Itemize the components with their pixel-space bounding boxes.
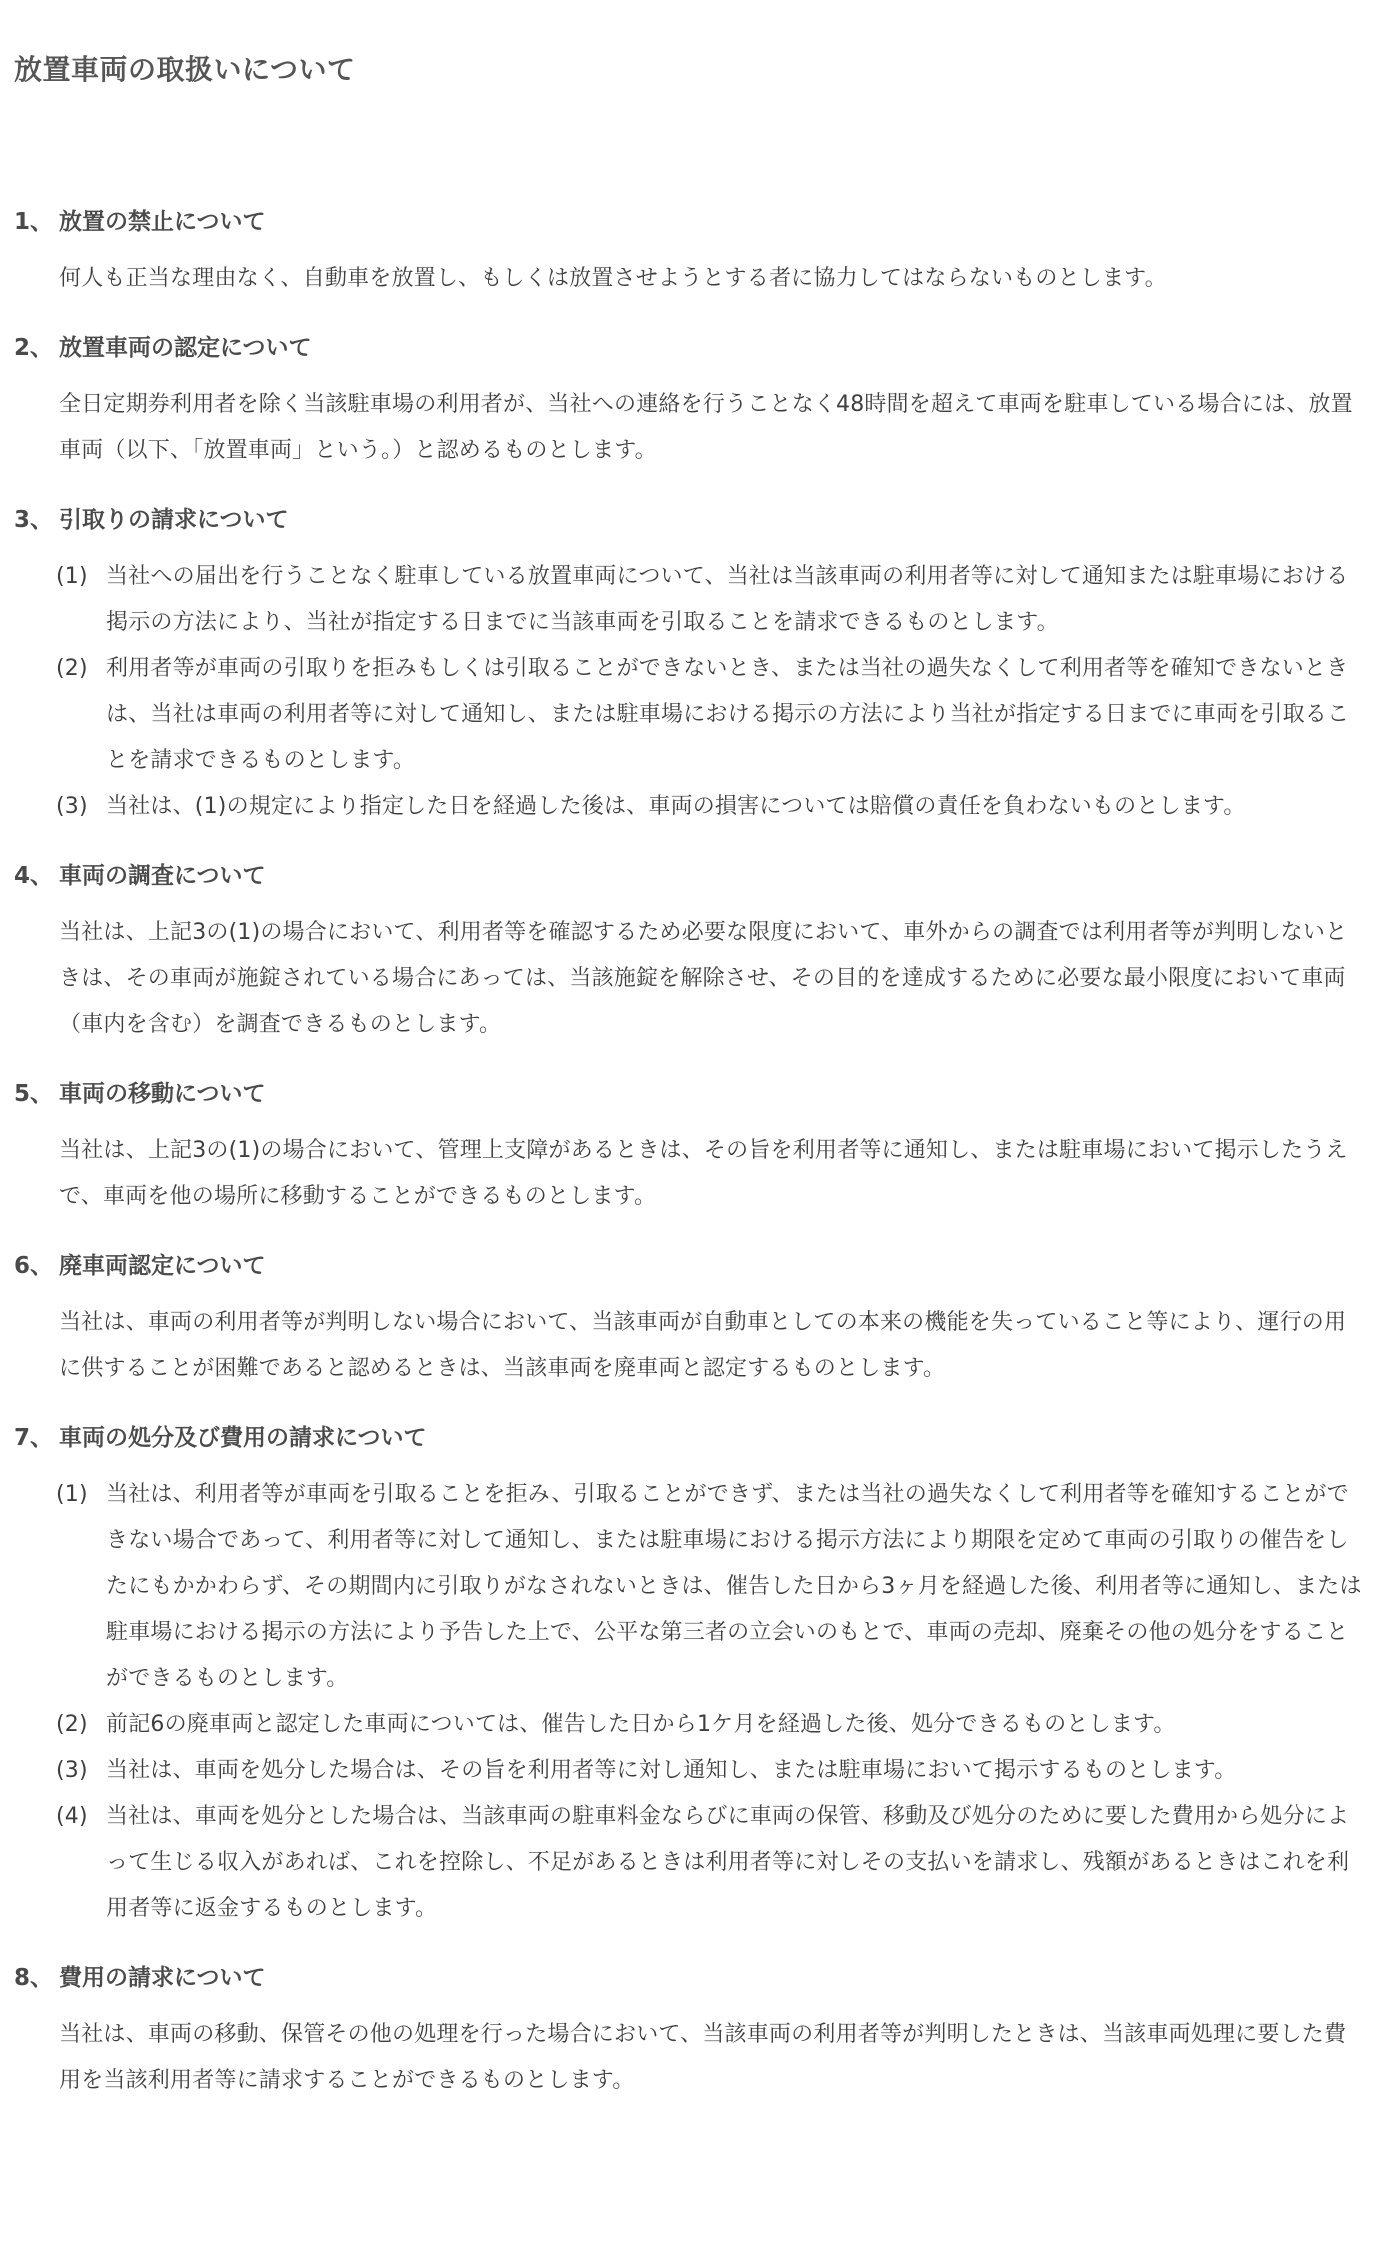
item-text: 当社への届出を行うことなく駐車している放置車両について、当社は当該車両の利用者等に対して通知または駐車場における掲示の方法により、当社が指定する日までに当該車両を引取ることを請求できるものとします。 xyxy=(106,564,1349,635)
section-heading xyxy=(14,1074,1368,1114)
section-item-list xyxy=(14,1472,1368,1932)
list-item xyxy=(56,1794,1362,1932)
section-number: 5、 xyxy=(14,1081,54,1107)
item-text: 当社は、車両を処分した場合は、その旨を利用者等に対し通知し、または駐車場において掲示するものとします。 xyxy=(106,1758,1237,1783)
section-heading xyxy=(14,1418,1368,1458)
section-title: 放置車両の認定について xyxy=(59,335,312,361)
item-number: (3) xyxy=(56,1758,88,1783)
section-heading xyxy=(14,328,1368,368)
section-number: 7、 xyxy=(14,1425,54,1451)
section-number: 6、 xyxy=(14,1253,54,1279)
list-item xyxy=(56,1702,1362,1748)
list-item xyxy=(56,554,1362,646)
item-number: (2) xyxy=(56,656,88,681)
section-number: 2、 xyxy=(14,335,54,361)
list-item xyxy=(56,784,1362,830)
section-title: 放置の禁止について xyxy=(59,209,266,235)
section-title: 引取りの請求について xyxy=(59,507,289,533)
item-number: (3) xyxy=(56,794,88,819)
section-4 xyxy=(14,856,1368,1048)
page-title: 放置車両の取扱いについて xyxy=(14,53,356,86)
section-8 xyxy=(14,1958,1368,2104)
section-heading xyxy=(14,202,1368,242)
list-item xyxy=(56,1748,1362,1794)
section-body: 当社は、車両の利用者等が判明しない場合において、当該車両が自動車としての本来の機能を失っていること等により、運行の用に供することが困難であると認めるときは、当該車両を廃車両と認定するものとします。 xyxy=(59,1310,1347,1381)
section-7 xyxy=(14,1418,1368,1932)
item-text: 当社は、(1)の規定により指定した日を経過した後は、車両の損害については賠償の責任を負わないものとします。 xyxy=(106,794,1246,819)
section-heading xyxy=(14,500,1368,540)
item-number: (1) xyxy=(56,564,88,589)
section-title: 車両の調査について xyxy=(59,863,266,889)
section-heading xyxy=(14,1958,1368,1998)
item-text: 当社は、車両を処分とした場合は、当該車両の駐車料金ならびに車両の保管、移動及び処分のために要した費用から処分によって生じる収入があれば、これを控除し、不足があるときは利用者等に対しその支払いを請求し、残額があるときはこれを利用者等に返金するものとします。 xyxy=(106,1804,1350,1921)
sections-container xyxy=(14,202,1368,2104)
section-number: 1、 xyxy=(14,209,54,235)
section-number: 8、 xyxy=(14,1965,54,1991)
section-body: 当社は、上記3の(1)の場合において、管理上支障があるときは、その旨を利用者等に通知し、または駐車場において掲示したうえで、車両を他の場所に移動することができるものとします。 xyxy=(59,1138,1348,1209)
section-title: 車両の処分及び費用の請求について xyxy=(59,1425,427,1451)
section-title: 費用の請求について xyxy=(59,1965,266,1991)
section-body: 当社は、上記3の(1)の場合において、利用者等を確認するため必要な限度において、車外からの調査では利用者等が判明しないときは、その車両が施錠されている場合にあっては、当該施錠を解除させ、その目的を達成するために必要な最小限度において車両（車内を含む）を調査できるものとします。 xyxy=(59,920,1348,1037)
list-item xyxy=(56,646,1362,784)
section-body: 全日定期券利用者を除く当該駐車場の利用者が、当社への連絡を行うことなく48時間を超えて車両を駐車している場合には、放置車両（以下、「放置車両」という。）と認めるものとします。 xyxy=(59,392,1353,463)
section-3 xyxy=(14,500,1368,830)
section-body: 何人も正当な理由なく、自動車を放置し、もしくは放置させようとする者に協力してはならないものとします。 xyxy=(59,266,1167,291)
section-number: 3、 xyxy=(14,507,54,533)
section-heading xyxy=(14,856,1368,896)
item-number: (4) xyxy=(56,1804,88,1829)
item-number: (1) xyxy=(56,1482,88,1507)
section-heading xyxy=(14,1246,1368,1286)
section-number: 4、 xyxy=(14,863,54,889)
item-text: 前記6の廃車両と認定した車両については、催告した日から1ケ月を経過した後、処分できるものとします。 xyxy=(106,1712,1176,1737)
section-title: 車両の移動について xyxy=(59,1081,266,1107)
section-5 xyxy=(14,1074,1368,1220)
item-text: 利用者等が車両の引取りを拒みもしくは引取ることができないとき、または当社の過失なくして利用者等を確知できないときは、当社は車両の利用者等に対して通知し、または駐車場における掲示の方法により当社が指定する日までに車両を引取ることを請求できるものとします。 xyxy=(106,656,1350,773)
list-item xyxy=(56,1472,1362,1702)
section-1 xyxy=(14,202,1368,302)
section-6 xyxy=(14,1246,1368,1392)
item-number: (2) xyxy=(56,1712,88,1737)
section-body: 当社は、車両の移動、保管その他の処理を行った場合において、当該車両の利用者等が判明したときは、当該車両処理に要した費用を当該利用者等に請求することができるものとします。 xyxy=(59,2022,1347,2093)
section-item-list xyxy=(14,554,1368,830)
item-text: 当社は、利用者等が車両を引取ることを拒み、引取ることができず、または当社の過失なくして利用者等を確知することができない場合であって、利用者等に対して通知し、または駐車場における掲示方法により期限を定めて車両の引取りの催告をしたにもかかわらず、その期間内に引取りがなされないときは、催告した日から3ヶ月を経過した後、利用者等に通知し、または駐車場における掲示の方法により予告した上で、公平な第三者の立会いのもとで、車両の売却、廃棄その他の処分をすることができるものとします。 xyxy=(106,1482,1362,1691)
section-title: 廃車両認定について xyxy=(59,1253,266,1279)
section-2 xyxy=(14,328,1368,474)
